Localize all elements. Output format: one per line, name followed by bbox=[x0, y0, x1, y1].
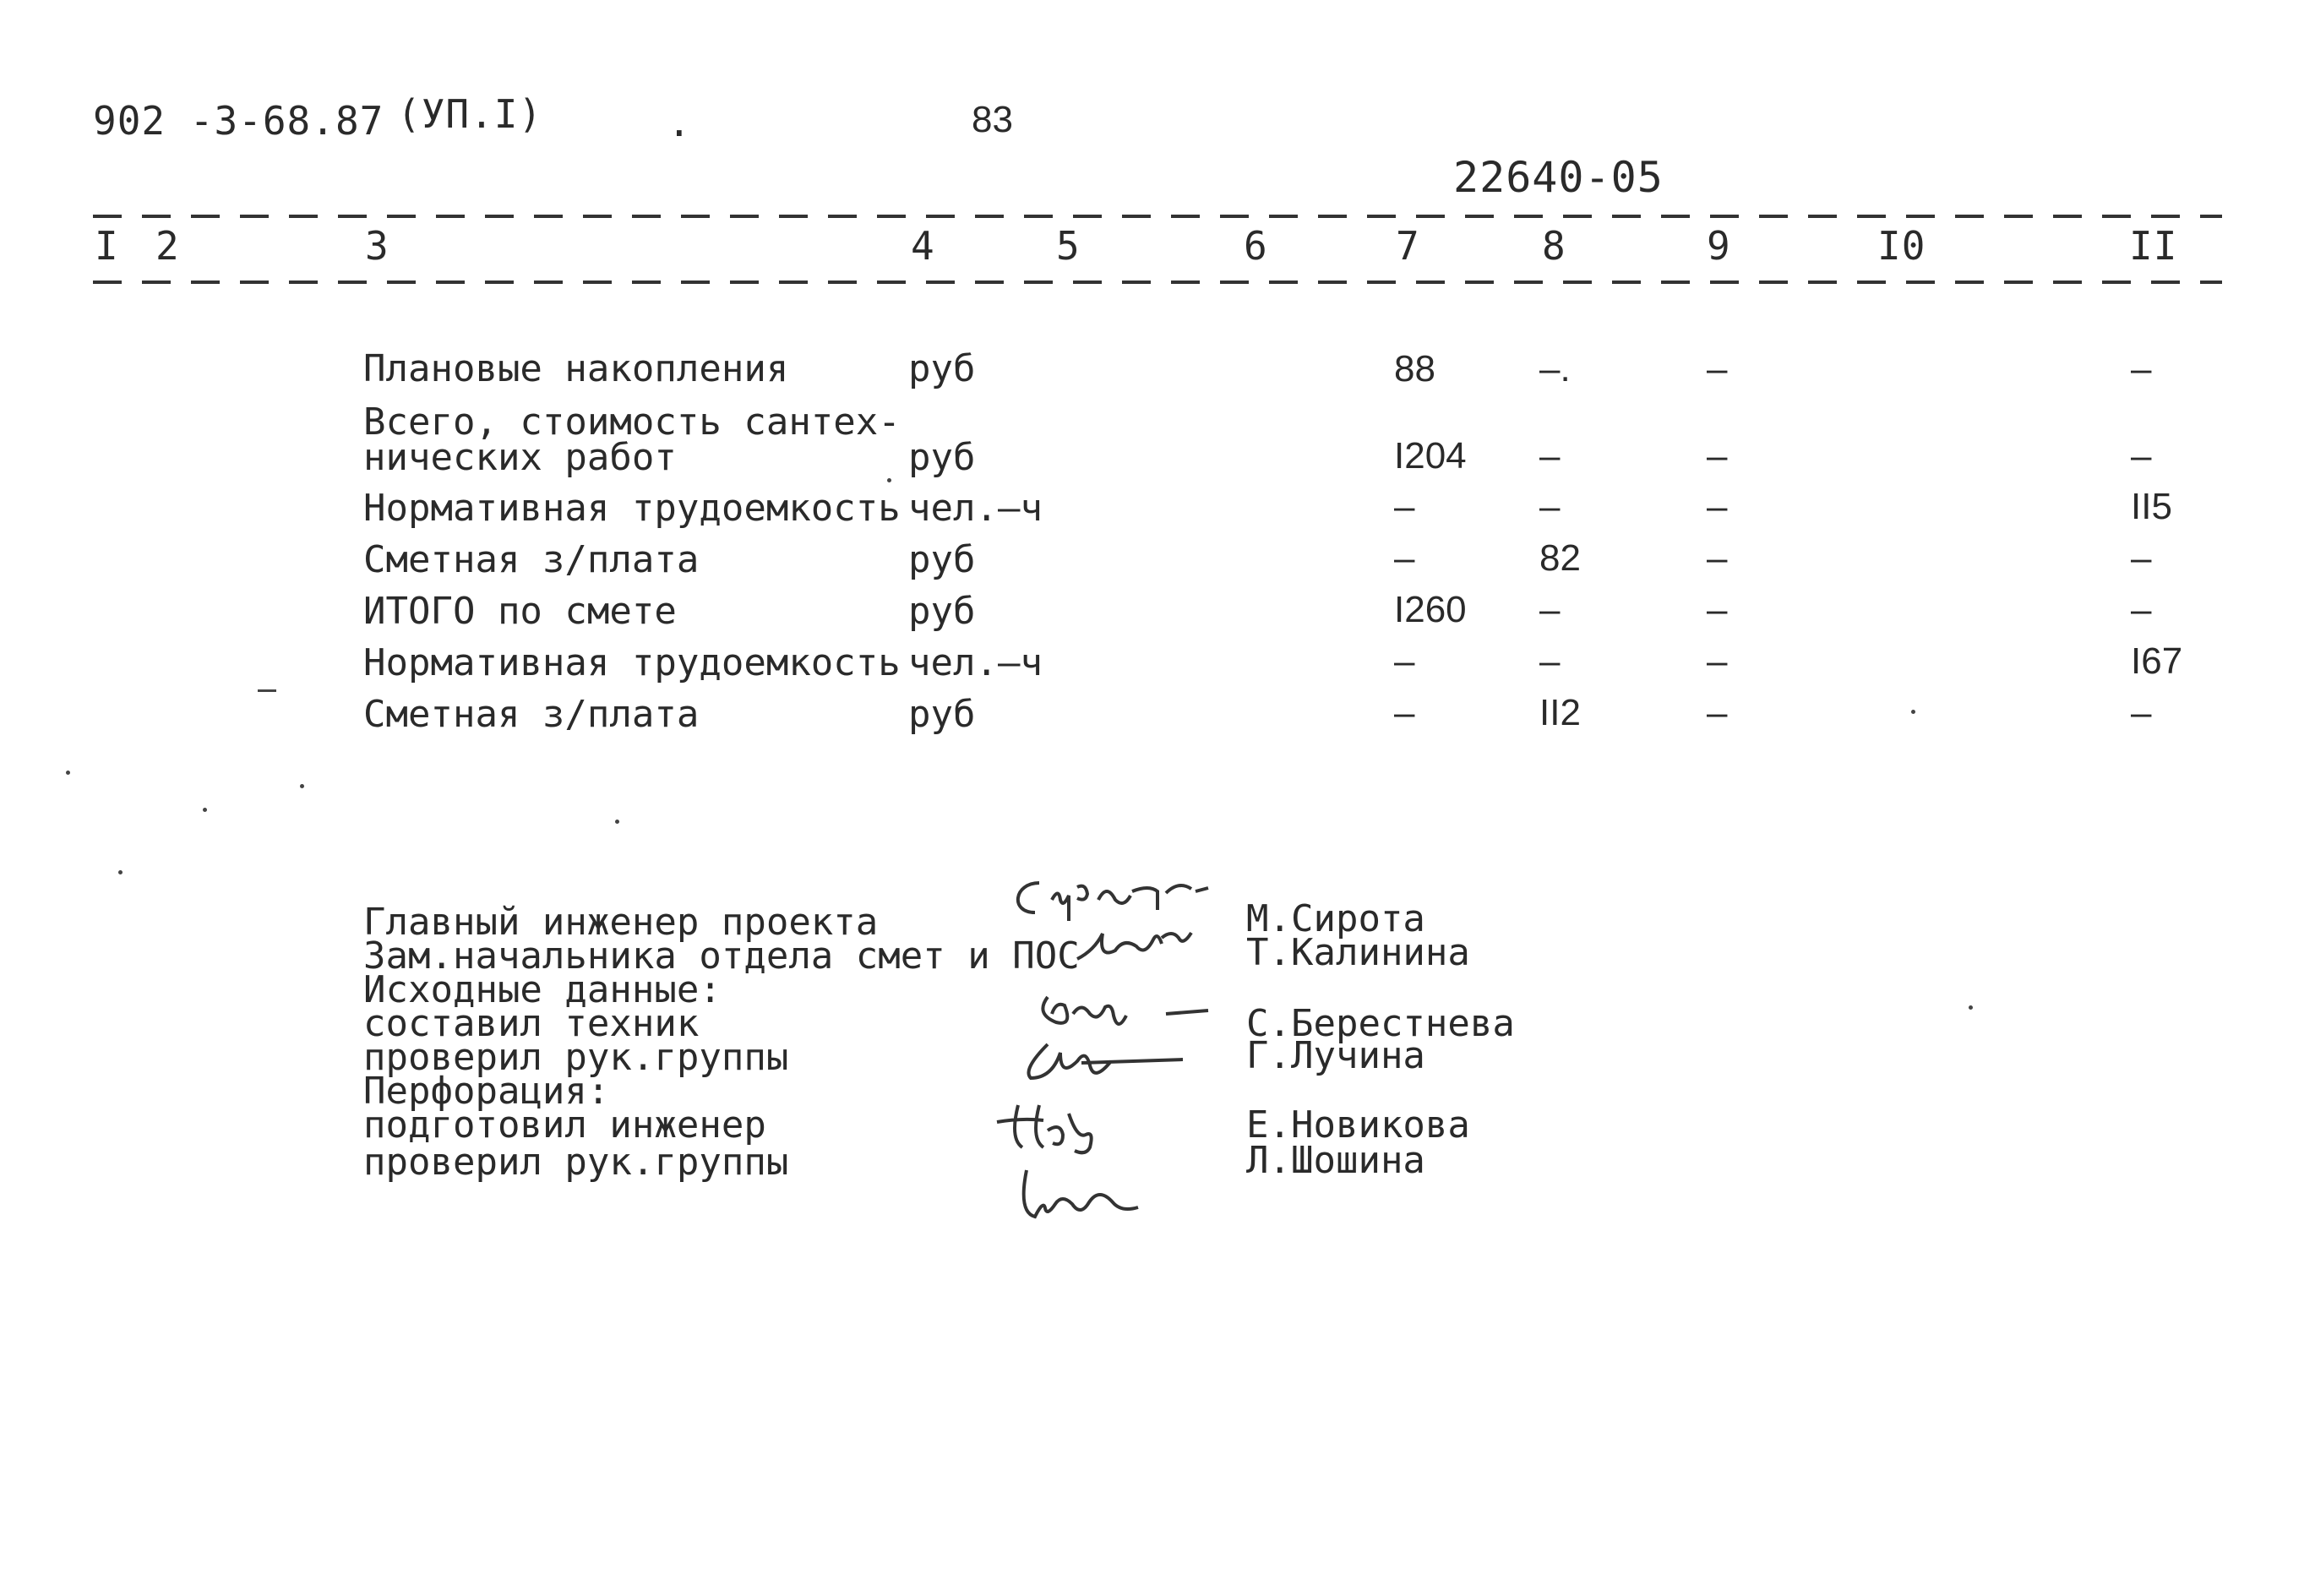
col-11-header: II bbox=[2129, 223, 2178, 269]
table-row-label: Всего, стоимость сантех- bbox=[363, 400, 901, 444]
signer-name: М.Сирота bbox=[1246, 897, 1425, 940]
table-row-unit: руб bbox=[908, 347, 976, 390]
table-cell-col11: – bbox=[2131, 435, 2152, 477]
col-8-header: 8 bbox=[1542, 223, 1566, 269]
table-cell-col11: – bbox=[2131, 537, 2152, 579]
section-label-perforation: Перфорация: bbox=[363, 1070, 610, 1113]
signature-role: Главный инженер проекта bbox=[363, 901, 879, 944]
table-cell-col7: I204 bbox=[1394, 435, 1467, 477]
col-1-header: I bbox=[95, 223, 119, 269]
scan-speck bbox=[1969, 1005, 1973, 1010]
table-cell-col7: – bbox=[1394, 486, 1415, 527]
table-cell-col11: – bbox=[2131, 692, 2152, 733]
table-cell-col11: II5 bbox=[2131, 486, 2172, 527]
handwritten-signature bbox=[989, 1097, 1124, 1160]
table-cell-col7: – bbox=[1394, 692, 1415, 733]
table-row-label: Плановые накопления bbox=[363, 347, 789, 390]
signer-name: Е.Новикова bbox=[1246, 1103, 1470, 1147]
table-row-unit: руб bbox=[908, 538, 976, 581]
table-cell-col7: – bbox=[1394, 537, 1415, 579]
table-row-label: Сметная з/плата bbox=[363, 693, 700, 736]
col-4-header: 4 bbox=[911, 223, 935, 269]
col-3-header: 3 bbox=[365, 223, 389, 269]
table-cell-col9: – bbox=[1707, 640, 1728, 682]
table-row-label: Нормативная трудоемкость bbox=[363, 487, 901, 530]
table-cell-col9: – bbox=[1707, 589, 1728, 630]
table-cell-col8: 82 bbox=[1539, 537, 1581, 579]
table-cell-col7: 88 bbox=[1394, 348, 1435, 389]
col-2-header: 2 bbox=[155, 223, 180, 269]
handwritten-signature bbox=[1010, 1162, 1179, 1229]
scan-speck bbox=[300, 784, 304, 788]
col-9-header: 9 bbox=[1707, 223, 1731, 269]
table-cell-col8: – bbox=[1539, 589, 1561, 630]
table-cell-col8: – bbox=[1539, 435, 1561, 477]
table-cell-col8: – bbox=[1539, 640, 1561, 682]
table-cell-col9: – bbox=[1707, 486, 1728, 527]
signer-name: Л.Шошина bbox=[1246, 1139, 1425, 1182]
header-top-rule bbox=[93, 215, 2222, 218]
table-cell-col11: I67 bbox=[2131, 640, 2183, 682]
table-row-label-continued: нических работ bbox=[363, 436, 677, 479]
table-cell-col8: II2 bbox=[1539, 692, 1581, 733]
signature-role: проверил рук.группы bbox=[363, 1141, 789, 1184]
document-code: 902 -3-68.87 bbox=[93, 98, 384, 144]
scan-speck bbox=[203, 808, 207, 812]
table-row-label: Нормативная трудоемкость bbox=[363, 641, 901, 684]
header-bottom-rule bbox=[93, 281, 2222, 284]
table-cell-col8: – bbox=[1539, 486, 1561, 527]
handwritten-signature bbox=[1014, 1038, 1200, 1088]
table-row-unit: руб bbox=[908, 693, 976, 736]
scan-speck bbox=[1911, 710, 1915, 714]
signer-name: Т.Калинина bbox=[1246, 931, 1470, 974]
table-cell-col8: –. bbox=[1539, 348, 1571, 389]
signature-role: проверил рук.группы bbox=[363, 1036, 789, 1079]
col-7-header: 7 bbox=[1396, 223, 1420, 269]
table-cell-col7: I260 bbox=[1394, 589, 1467, 630]
scan-speck bbox=[118, 870, 123, 874]
section-code: (УП.I) bbox=[397, 91, 543, 137]
col-5-header: 5 bbox=[1056, 223, 1081, 269]
header-dot: . bbox=[667, 100, 692, 145]
table-row-unit: руб bbox=[908, 590, 976, 633]
signature-role: составил техник bbox=[363, 1002, 700, 1045]
section-label-source-data: Исходные данные: bbox=[363, 968, 722, 1011]
table-cell-col9: – bbox=[1707, 692, 1728, 733]
col-6-header: 6 bbox=[1244, 223, 1268, 269]
signer-name: Г.Лучина bbox=[1246, 1034, 1425, 1077]
handwritten-signature bbox=[1069, 921, 1204, 972]
inventory-number: 22640-05 bbox=[1453, 153, 1664, 202]
signer-name: С.Берестнева bbox=[1246, 1002, 1515, 1045]
table-cell-col9: – bbox=[1707, 537, 1728, 579]
table-cell-col9: – bbox=[1707, 348, 1728, 389]
table-cell-col9: – bbox=[1707, 435, 1728, 477]
signature-role: Зам.начальника отдела смет и ПОС bbox=[363, 934, 1080, 978]
scan-speck bbox=[887, 478, 891, 482]
handwritten-signature bbox=[1005, 874, 1225, 925]
scan-mark bbox=[258, 689, 276, 692]
page-number: 83 bbox=[972, 99, 1013, 140]
table-row-label: Сметная з/плата bbox=[363, 538, 700, 581]
table-row-unit: чел.–ч bbox=[908, 641, 1043, 684]
handwritten-signature bbox=[1031, 989, 1217, 1039]
table-row-unit: чел.–ч bbox=[908, 487, 1043, 530]
scan-speck bbox=[66, 771, 70, 775]
col-10-header: I0 bbox=[1877, 223, 1926, 269]
table-row-label: ИТОГО по смете bbox=[363, 590, 677, 633]
signature-role: подготовил инженер bbox=[363, 1103, 766, 1147]
table-cell-col11: – bbox=[2131, 589, 2152, 630]
table-cell-col7: – bbox=[1394, 640, 1415, 682]
table-row-unit: руб bbox=[908, 436, 976, 479]
table-cell-col11: – bbox=[2131, 348, 2152, 389]
scan-speck bbox=[615, 820, 619, 824]
